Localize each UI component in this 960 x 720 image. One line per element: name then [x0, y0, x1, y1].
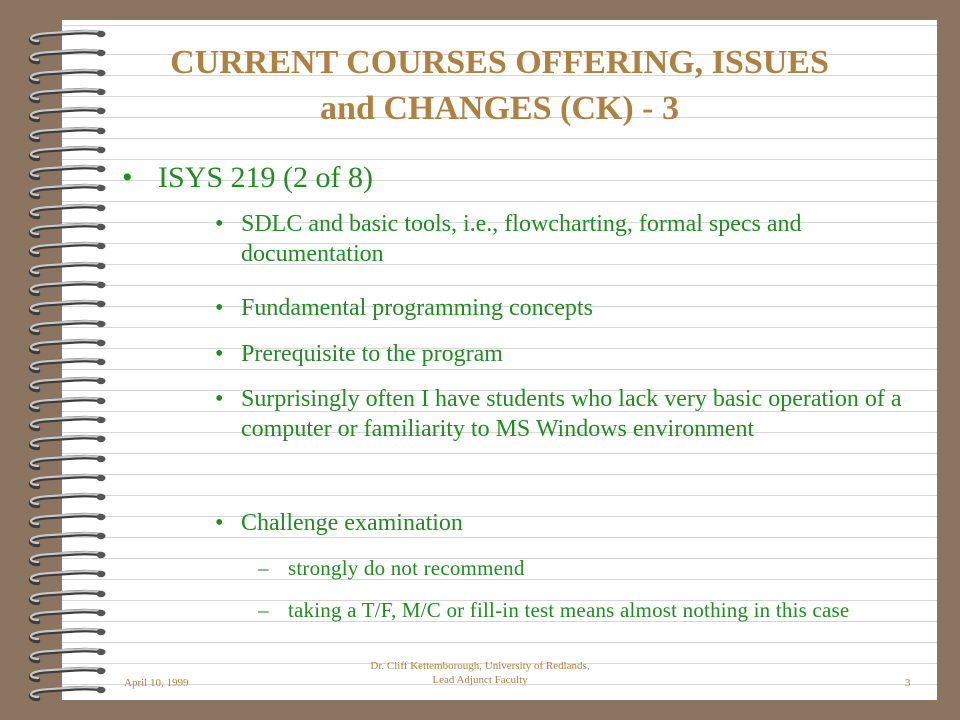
bullet-icon: •	[215, 211, 224, 237]
bullet-icon: •	[215, 295, 224, 321]
bullet-level2-text: SDLC and basic tools, i.e., flowcharting, formal specs and documentation	[241, 211, 802, 267]
bullet-level2	[215, 339, 915, 369]
bullet-level2	[215, 508, 915, 538]
spiral-binding-ring-icon	[4, 682, 114, 704]
bullet-icon: •	[215, 386, 224, 412]
bullet-level2-text: Surprisingly often I have students who lack very basic operation of a computer or familiarity to MS Windows environment	[241, 386, 902, 442]
footer-date: April 10, 1999	[124, 677, 189, 689]
bullet-level2	[215, 209, 915, 269]
footer-author-line1: Dr. Cliff Kettemborough, University of Redlands,	[370, 660, 590, 672]
bullet-level3-text: taking a T/F, M/C or fill-in test means almost nothing in this case	[288, 598, 850, 622]
bullet-level1	[122, 160, 373, 196]
footer-author	[300, 659, 660, 687]
slide-title: CURRENT COURSES OFFERING, ISSUES and CHANGES (CK) - 3	[170, 44, 829, 127]
footer-page-number: 3	[905, 677, 911, 689]
bullet-level3	[258, 554, 918, 582]
bullet-level2	[215, 293, 915, 323]
bullet-level3-text: strongly do not recommend	[288, 556, 525, 580]
dash-icon: –	[258, 598, 269, 622]
bullet-level2-text: Challenge examination	[241, 510, 463, 536]
bullet-level2-text: Fundamental programming concepts	[241, 295, 593, 321]
bullet-level1-text: ISYS 219 (2 of 8)	[158, 161, 373, 194]
bullet-icon: •	[122, 161, 133, 194]
bullet-level3	[258, 596, 918, 624]
bullet-level2-text: Prerequisite to the program	[241, 341, 503, 367]
bullet-icon: •	[215, 341, 224, 367]
bullet-icon: •	[215, 510, 224, 536]
bullet-level2	[215, 384, 915, 444]
footer-author-line2: Lead Adjunct Faculty	[432, 674, 528, 686]
dash-icon: –	[258, 556, 269, 580]
